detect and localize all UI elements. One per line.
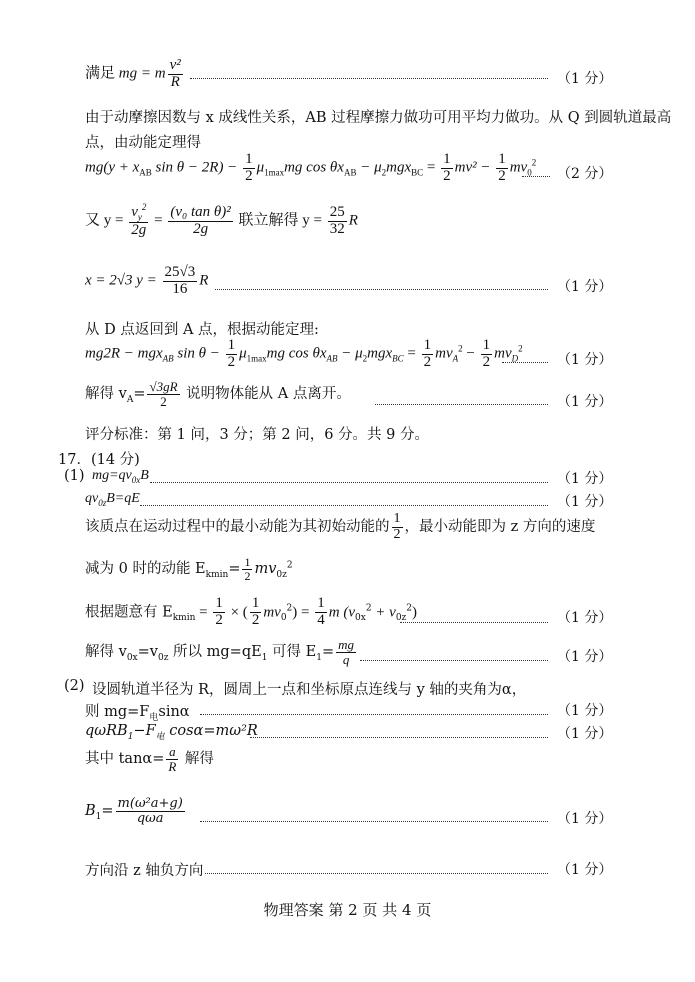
text: −F <box>133 723 156 739</box>
superscript: 2 <box>531 157 537 168</box>
text: μ <box>256 159 265 176</box>
text: = <box>150 212 167 229</box>
text: sinα <box>158 704 190 720</box>
fraction <box>243 152 255 185</box>
denominator: R <box>168 758 177 774</box>
subscript: 0z <box>395 613 407 624</box>
text: ，最小动能即为 z 方向的速度 <box>404 519 596 536</box>
paragraph-text: 设圆轨道半径为 R，圆周上一点和坐标原点连线与 y 轴的夹角为α， <box>92 682 527 698</box>
text: = <box>423 159 440 176</box>
text: 则 mg=F <box>85 704 150 720</box>
leader-dots <box>375 404 548 405</box>
score-label: （2 分） <box>557 166 613 182</box>
score-label: （1 分） <box>557 352 613 368</box>
subscript: 2 <box>381 167 387 178</box>
leader-dots <box>360 660 548 661</box>
text: mg2R − mgx <box>85 345 163 362</box>
eq-line-20 <box>85 745 214 773</box>
text: 联立解得 y = <box>234 212 326 229</box>
fraction <box>496 152 508 185</box>
text: = <box>195 604 212 621</box>
denominator: 4 <box>317 611 325 628</box>
text: − μ <box>337 345 363 362</box>
subscript: 1 <box>316 653 322 664</box>
text: 根据题意有 E <box>85 604 173 621</box>
score-label: （1 分） <box>557 71 613 87</box>
score-label: （1 分） <box>557 610 613 626</box>
text: qωRB <box>85 723 128 739</box>
numerator: 1 <box>393 511 401 526</box>
subscript: kmin <box>205 569 229 580</box>
text: sin θ − 2R) − <box>151 159 242 176</box>
text: = m <box>137 65 166 82</box>
superscript: 2 <box>141 202 147 212</box>
text: 满足 <box>85 65 119 82</box>
text: R <box>348 212 358 229</box>
numerator: 1 <box>498 151 506 167</box>
eq-line-11 <box>92 468 149 485</box>
subscript: D <box>511 353 519 364</box>
subscript: 0 <box>280 613 287 624</box>
score-label: （1 分） <box>557 471 613 487</box>
text: B <box>140 468 149 483</box>
paragraph-text: 由于动摩擦因数与 x 成线性关系，AB 过程摩擦力做功可用平均力做功。从 Q 到圆轨道最高 <box>85 110 672 126</box>
text: mv <box>509 159 528 176</box>
score-label: （1 分） <box>557 811 613 827</box>
score-label: （1 分） <box>557 862 613 878</box>
question-number: 17．(14 分) <box>58 452 140 468</box>
subscript: 电 <box>155 731 165 742</box>
numerator: 1 <box>215 595 223 611</box>
text: = <box>133 386 146 403</box>
leader-dots <box>200 821 548 822</box>
text: 其中 tanα= <box>85 751 165 768</box>
superscript: 2 <box>518 343 523 354</box>
text: 减为 0 时的动能 E <box>85 561 206 578</box>
numerator: 1 <box>245 151 253 167</box>
fraction <box>163 265 198 298</box>
subscript: 1 <box>95 812 102 823</box>
score-label: （1 分） <box>557 394 613 410</box>
fraction <box>328 205 347 238</box>
eq-line-6 <box>85 265 208 298</box>
text: = <box>228 561 241 578</box>
text: mv <box>254 561 277 578</box>
fraction <box>226 338 238 371</box>
subscript: 电 <box>149 712 159 723</box>
text: mg cos θx <box>284 159 344 176</box>
fraction <box>481 338 493 371</box>
text: cosα=mω²R <box>164 723 258 739</box>
text: B=qE <box>106 491 140 506</box>
denominator: 2 <box>227 353 236 370</box>
numerator: 1 <box>423 337 432 353</box>
text: m (v <box>328 604 355 621</box>
eq-line-14 <box>85 556 293 582</box>
subscript: 0z <box>157 653 169 664</box>
leader-dots <box>215 289 548 290</box>
numerator: mg <box>338 637 355 652</box>
denominator: 2 <box>393 526 401 542</box>
denominator: q <box>342 651 350 667</box>
numerator: a <box>166 745 178 760</box>
text: + v <box>371 604 396 621</box>
subscript: AB <box>343 167 357 178</box>
part-label: (1) <box>64 468 85 484</box>
superscript: 2 <box>458 343 463 354</box>
subscript: 1max <box>246 353 267 364</box>
text: μ <box>239 345 247 362</box>
denominator: 2 <box>423 353 432 370</box>
text: sin θ − <box>173 345 224 362</box>
subscript: 0z <box>276 569 287 580</box>
numerator: 1 <box>251 595 260 611</box>
leader-dots <box>200 714 548 715</box>
numerator: m(ω²a+g) <box>117 796 183 811</box>
text: mv <box>494 345 512 362</box>
text: = <box>322 644 335 661</box>
superscript: 2 <box>406 603 413 614</box>
text: mg=qv <box>92 468 132 483</box>
denominator: R <box>170 73 180 90</box>
subscript: BC <box>411 167 424 178</box>
numerator: (v₀ tan θ)² <box>170 203 231 220</box>
fraction <box>166 745 178 773</box>
paragraph-text: 从 D 点返回到 A 点，根据动能定理: <box>85 322 319 338</box>
leader-dots <box>502 362 548 363</box>
eq-line-8 <box>85 338 523 371</box>
fraction <box>392 512 403 542</box>
score-label: （1 分） <box>557 649 613 665</box>
denominator: 2 <box>244 568 251 583</box>
superscript: 2 <box>286 603 293 614</box>
text: B <box>85 803 96 820</box>
text: =v <box>137 644 158 661</box>
fraction <box>441 152 453 185</box>
text: 解得 v <box>85 386 127 403</box>
text: v <box>131 204 138 220</box>
part-label: (2) <box>64 678 85 694</box>
fraction <box>422 338 434 371</box>
eq-line-15 <box>85 596 417 629</box>
text: mgx <box>386 159 412 176</box>
denominator: 2 <box>482 353 491 370</box>
text: mg <box>118 65 138 82</box>
fraction <box>168 205 232 238</box>
subscript: 1 <box>127 731 134 742</box>
subscript: BC <box>392 353 404 364</box>
subscript: 0z <box>98 497 107 508</box>
text: x = 2√3 y = <box>85 272 161 289</box>
text: mv <box>435 345 453 362</box>
score-label: （1 分） <box>557 279 613 295</box>
eq-line-4 <box>85 152 536 185</box>
numerator: 25√3 <box>164 264 196 280</box>
denominator: 2 <box>160 393 167 409</box>
text: = <box>403 345 420 362</box>
score-label: （1 分） <box>557 703 613 719</box>
numerator: 1 <box>317 595 325 611</box>
scoring-criteria: 评分标准：第 1 问，3 分；第 2 问，6 分。共 9 分。 <box>85 427 429 443</box>
text: 该质点在运动过程中的最小动能为其初始动能的 <box>85 519 390 536</box>
denominator: qωa <box>136 810 164 826</box>
score-label: （1 分） <box>557 494 613 510</box>
subscript: 0 <box>527 167 532 178</box>
text: × ( <box>226 604 248 621</box>
fraction <box>336 638 356 666</box>
text: mv <box>263 604 281 621</box>
numerator: 1 <box>482 337 491 353</box>
leader-dots <box>250 737 548 738</box>
denominator: 2g <box>131 222 147 239</box>
subscript: 1max <box>264 167 285 178</box>
denominator: 2 <box>498 167 506 184</box>
denominator: 2 <box>245 167 253 184</box>
denominator: 32 <box>329 220 345 237</box>
leader-dots <box>140 505 548 506</box>
subscript: 0x <box>126 653 138 664</box>
leader-dots <box>522 176 550 177</box>
text: R <box>199 272 209 289</box>
eq-line-13 <box>85 512 595 542</box>
subscript: AB <box>326 353 338 364</box>
eq-line-18 <box>85 700 190 723</box>
denominator: 2 <box>215 611 223 628</box>
text: mgx <box>367 345 393 362</box>
leader-dots <box>400 622 548 623</box>
eq-line-12 <box>85 491 140 508</box>
subscript: 0x <box>131 474 141 485</box>
eq-line-16 <box>85 638 358 666</box>
numerator <box>129 203 148 223</box>
fraction <box>242 556 252 582</box>
fraction <box>250 596 262 629</box>
paragraph-text: 方向沿 z 轴负方向 <box>85 863 204 879</box>
subscript: kmin <box>172 613 196 624</box>
eq-line-21 <box>85 797 187 825</box>
text: 可得 E <box>267 644 317 661</box>
fraction <box>168 58 183 91</box>
text: qv <box>85 491 99 506</box>
eq-line-9 <box>85 380 351 408</box>
text: mg cos θx <box>266 345 327 362</box>
text: ) = <box>292 604 314 621</box>
text: = <box>101 803 114 820</box>
paragraph-text: 点，由动能定理得 <box>85 135 201 151</box>
text: 又 y = <box>85 212 128 229</box>
text: − μ <box>356 159 382 176</box>
denominator: 2 <box>251 611 260 628</box>
subscript: 1 <box>261 653 268 664</box>
text: 说明物体能从 A 点离开。 <box>181 386 351 403</box>
fraction <box>213 596 225 629</box>
eq-line-5 <box>85 203 358 239</box>
score-label: （1 分） <box>557 726 613 742</box>
numerator: v² <box>169 57 181 73</box>
text: ) <box>412 604 418 621</box>
text: mv² − <box>454 159 495 176</box>
subscript: A <box>126 395 134 406</box>
subscript: 0x <box>355 613 366 624</box>
text: 解得 <box>180 751 214 768</box>
superscript: 2 <box>365 603 372 614</box>
leader-dots <box>150 482 548 483</box>
numerator: 1 <box>443 151 451 167</box>
denominator: 2 <box>443 167 451 184</box>
denominator: 16 <box>172 280 188 297</box>
text: 解得 v <box>85 644 127 661</box>
numerator: 1 <box>244 555 251 569</box>
text: − <box>462 345 479 362</box>
fraction <box>315 596 327 629</box>
numerator: 25 <box>329 203 345 220</box>
fraction <box>147 380 179 408</box>
numerator: 1 <box>227 337 236 353</box>
denominator: 2g <box>193 220 209 237</box>
text: mg(y + x <box>85 159 140 176</box>
page-footer: 物理答案 第 2 页 共 4 页 <box>263 901 432 919</box>
superscript: 2 <box>286 560 293 571</box>
subscript: A <box>452 353 459 364</box>
text: 所以 mg=qE <box>168 644 262 661</box>
eq-line-1 <box>85 58 185 91</box>
subscript: y <box>137 212 142 222</box>
leader-dots <box>190 78 548 79</box>
eq-line-19 <box>85 723 258 742</box>
subscript: AB <box>139 167 152 178</box>
subscript: AB <box>162 353 174 364</box>
fraction <box>129 203 148 239</box>
fraction <box>116 797 185 825</box>
numerator: √3gR <box>149 379 178 394</box>
subscript: 2 <box>362 353 368 364</box>
leader-dots <box>205 873 548 874</box>
